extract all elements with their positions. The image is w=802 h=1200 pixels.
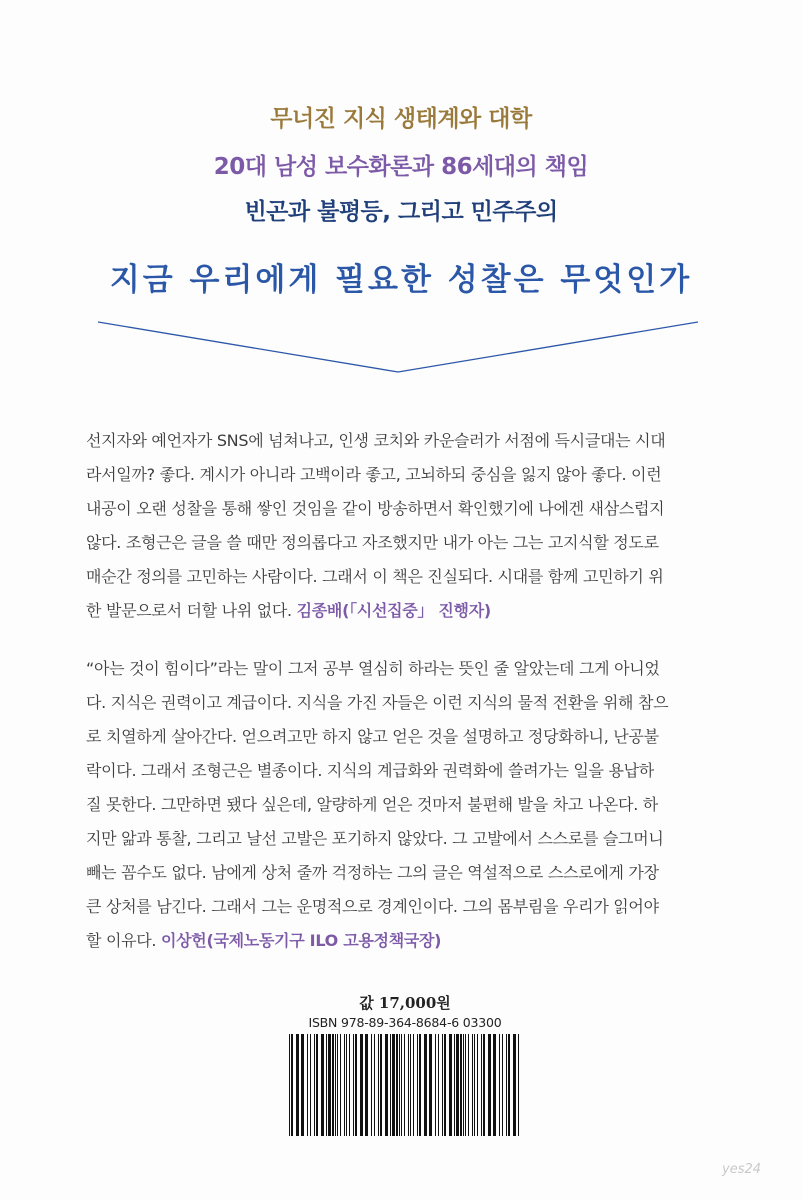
barcode-bar xyxy=(419,1034,421,1136)
barcode-bar xyxy=(392,1034,395,1136)
barcode-bar xyxy=(335,1034,336,1136)
review-line: 않다. 조형근은 글을 쓸 때만 정의롭다고 자조했지만 내가 아는 그는 고지식할 정도로 xyxy=(86,533,659,552)
review-last-line xyxy=(86,928,441,954)
review-line: 선지자와 예언자가 SNS에 넘쳐나고, 인생 코치와 카운슬러가 서점에 득시글대는 시대 xyxy=(86,431,666,450)
barcode-bar xyxy=(385,1034,388,1136)
barcode-bar xyxy=(506,1034,507,1136)
review-line: 라서일까? 좋다. 계시가 아니라 고백이라 좋고, 고뇌하되 중심을 잃지 않아 좋다. 이런 xyxy=(86,465,662,484)
barcode-bar xyxy=(307,1034,308,1136)
reviewer-credit: 김종배(「시선집중」 진행자) xyxy=(296,601,491,620)
reviewer-credit: 이상헌(국제노동기구 ILO 고용정책국장) xyxy=(161,931,442,950)
barcode-bar xyxy=(355,1034,357,1136)
barcode-bar xyxy=(410,1034,411,1136)
review-line: 다. 지식은 권력이고 계급이다. 지식을 가진 자들은 이런 지식의 물적 전환을 위해 참으 xyxy=(86,693,669,712)
barcode-bar xyxy=(396,1034,398,1136)
review-line: 할 이유다. xyxy=(86,931,157,950)
review-line: 빼는 꼼수도 없다. 남에게 상처 줄까 걱정하는 그의 글은 역설적으로 스스로에게 가장 xyxy=(86,863,659,882)
barcode-bar xyxy=(310,1034,311,1136)
barcode-bar xyxy=(332,1034,334,1136)
barcode-bar xyxy=(456,1034,459,1136)
barcode-bar xyxy=(401,1034,402,1136)
barcode-bar xyxy=(378,1034,379,1136)
barcode-bar xyxy=(321,1034,324,1136)
barcode-bar xyxy=(301,1034,304,1136)
barcode-bar xyxy=(444,1034,446,1136)
barcode-bar xyxy=(442,1034,443,1136)
barcode-bar xyxy=(454,1034,455,1136)
review-line: 매순간 정의를 고민하는 사람이다. 그래서 이 책은 진실되다. 시대를 함께 고민하기 위 xyxy=(86,567,664,586)
review-last-line xyxy=(86,598,491,624)
review-line: 락이다. 그래서 조형근은 별종이다. 지식의 계급화와 권력화에 쓸려가는 일을 용납하 xyxy=(86,761,654,780)
barcode-bar xyxy=(424,1034,427,1136)
headline-twenties-conservatism: 20대 남성 보수화론과 86세대의 책임 xyxy=(213,154,589,180)
review-lee-sangheon xyxy=(86,656,722,956)
barcode-bar xyxy=(468,1034,469,1136)
main-question-title: 지금 우리에게 필요한 성찰은 무엇인가 xyxy=(109,262,693,298)
barcode-bar xyxy=(488,1034,491,1136)
barcode-bar xyxy=(314,1034,315,1136)
barcode-bar xyxy=(429,1034,432,1136)
review-line: 로 치열하게 살아간다. 얻으려고만 하지 않고 얻은 것을 설명하고 정당화하니, 난공불 xyxy=(86,727,659,746)
barcode-bar xyxy=(371,1034,372,1136)
barcode-bar xyxy=(360,1034,363,1136)
review-line: 한 발문으로서 더할 나위 없다. xyxy=(86,601,292,620)
watermark-text: yes24 xyxy=(722,1162,762,1177)
barcode-bar xyxy=(483,1034,485,1136)
review-line: “아는 것이 힘이다”라는 말이 그저 공부 열심히 하라는 뜻인 줄 알았는데 그게 아니었 xyxy=(86,659,660,678)
review-line: 내공이 오랜 성찰을 통해 쌓인 것임을 같이 방송하면서 확인했기에 나에겐 새삼스럽지 xyxy=(86,499,665,518)
barcode-bar xyxy=(513,1034,516,1136)
barcode-bar xyxy=(472,1034,473,1136)
barcode-bar xyxy=(460,1034,462,1136)
barcode-bar xyxy=(346,1034,347,1136)
barcode-bar xyxy=(349,1034,350,1136)
barcode-bar xyxy=(399,1034,400,1136)
barcode-bar xyxy=(337,1034,338,1136)
review-line: 큰 상처를 남긴다. 그래서 그는 운명적으로 경계인이다. 그의 몸부림을 우리가 읽어야 xyxy=(86,897,659,916)
barcode-bar xyxy=(465,1034,466,1136)
barcode-bar xyxy=(477,1034,478,1136)
barcode-bar xyxy=(316,1034,318,1136)
review-kim-jongbae xyxy=(86,428,722,638)
barcode-bar xyxy=(296,1034,299,1136)
barcode-bar xyxy=(404,1034,405,1136)
barcode-bar xyxy=(380,1034,382,1136)
barcode-bar xyxy=(326,1034,327,1136)
barcode-bar xyxy=(438,1034,439,1136)
barcode-bar xyxy=(344,1034,345,1136)
barcode-bar xyxy=(474,1034,475,1136)
barcode-bar xyxy=(390,1034,391,1136)
barcode-bar xyxy=(481,1034,482,1136)
barcode-bar xyxy=(493,1034,496,1136)
barcode-bar xyxy=(353,1034,354,1136)
barcode-bar xyxy=(518,1034,519,1136)
chevron-divider-icon xyxy=(98,318,698,376)
barcode-bar xyxy=(435,1034,436,1136)
barcode-bar xyxy=(374,1034,375,1136)
barcode-bar xyxy=(499,1034,500,1136)
review-line: 지만 앎과 통찰, 그리고 날선 고발은 포기하지 않았다. 그 고발에서 스스로를 슬그머니 xyxy=(86,829,664,848)
review-line: 질 못한다. 그만하면 됐다 싶은데, 알량하게 얻은 것마저 불편해 발을 차고 나온다. 하 xyxy=(86,795,658,814)
barcode-bar xyxy=(502,1034,503,1136)
barcode-bar xyxy=(508,1034,510,1136)
headline-knowledge-ecosystem: 무너진 지식 생태계와 대학 xyxy=(270,106,532,132)
barcode-bar xyxy=(328,1034,331,1136)
barcode-bar xyxy=(291,1034,293,1136)
headline-poverty-democracy: 빈곤과 불평등, 그리고 민주주의 xyxy=(244,199,558,225)
barcode-bar xyxy=(365,1034,368,1136)
barcode-bar xyxy=(413,1034,414,1136)
price-label: 값 17,000원 xyxy=(359,994,451,1012)
barcode-bar xyxy=(408,1034,409,1136)
barcode-bar xyxy=(449,1034,452,1136)
barcode-bar xyxy=(417,1034,418,1136)
barcode-bar xyxy=(340,1034,341,1136)
barcode-bar xyxy=(463,1034,464,1136)
barcode-bar xyxy=(289,1034,290,1136)
barcode-icon xyxy=(287,1034,523,1136)
isbn-number: ISBN 978-89-364-8684-6 03300 xyxy=(308,1015,502,1030)
